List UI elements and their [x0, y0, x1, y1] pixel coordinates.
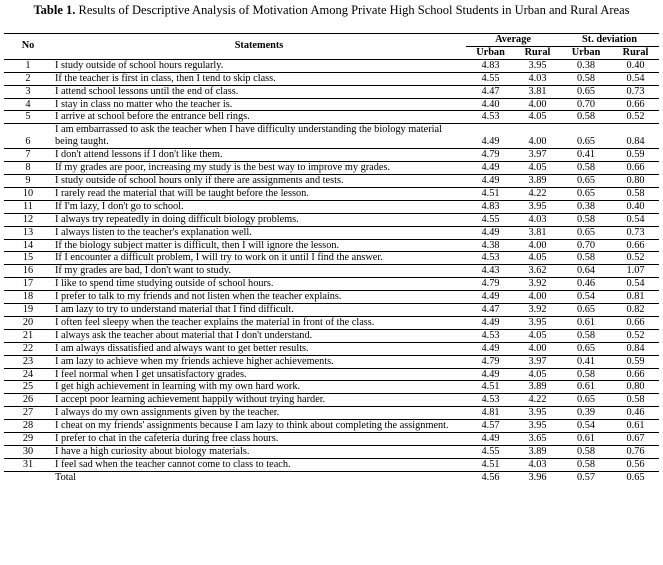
table-row — [4, 162, 659, 175]
row-statement: I study outside of school hours only if there are assignments and tests. — [52, 174, 466, 187]
row-statement: I always do my own assignments given by the teacher. — [52, 407, 466, 420]
table-row — [4, 124, 659, 149]
row-statement: I accept poor learning achievement happily without trying harder. — [52, 394, 466, 407]
table-row — [4, 342, 659, 355]
row-statement: If my grades are bad, I don't want to study. — [52, 265, 466, 278]
row-statement: I prefer to talk to my friends and not listen when the teacher explains. — [52, 291, 466, 304]
row-sd-urban: 0.61 — [560, 316, 612, 329]
table-row — [4, 316, 659, 329]
row-avg-rural: 4.05 — [515, 368, 560, 381]
row-sd-urban: 0.65 — [560, 304, 612, 317]
row-avg-rural: 4.03 — [515, 213, 560, 226]
row-sd-urban: 0.61 — [560, 433, 612, 446]
row-sd-urban: 0.58 — [560, 458, 612, 471]
row-sd-urban: 0.65 — [560, 187, 612, 200]
table-row — [4, 394, 659, 407]
row-avg-rural: 3.81 — [515, 226, 560, 239]
table-row — [4, 304, 659, 317]
row-avg-urban: 4.53 — [466, 252, 515, 265]
row-avg-rural: 3.89 — [515, 446, 560, 459]
row-sd-rural: 0.66 — [612, 98, 659, 111]
row-number: 31 — [4, 458, 52, 471]
header-statements: Statements — [52, 34, 466, 60]
row-sd-rural: 0.58 — [612, 394, 659, 407]
row-sd-rural: 0.81 — [612, 291, 659, 304]
table-caption — [0, 0, 663, 33]
row-avg-urban: 4.55 — [466, 72, 515, 85]
row-number: 3 — [4, 85, 52, 98]
header-avg-rural: Rural — [515, 46, 560, 59]
table-row — [4, 446, 659, 459]
header-st-deviation: St. deviation — [560, 34, 659, 47]
row-number: 15 — [4, 252, 52, 265]
row-number: 30 — [4, 446, 52, 459]
row-avg-rural: 4.03 — [515, 458, 560, 471]
row-avg-rural: 4.00 — [515, 98, 560, 111]
row-avg-rural: 3.81 — [515, 85, 560, 98]
row-sd-urban: 0.70 — [560, 98, 612, 111]
row-avg-urban: 4.55 — [466, 213, 515, 226]
row-avg-urban: 4.49 — [466, 162, 515, 175]
row-number: 11 — [4, 200, 52, 213]
table-row — [4, 291, 659, 304]
table-row — [4, 368, 659, 381]
row-avg-rural: 3.65 — [515, 433, 560, 446]
table-label: Table 1. — [33, 3, 76, 17]
row-avg-urban: 4.81 — [466, 407, 515, 420]
row-avg-urban: 4.79 — [466, 278, 515, 291]
row-sd-rural: 0.66 — [612, 239, 659, 252]
table-row — [4, 213, 659, 226]
row-sd-rural: 0.73 — [612, 85, 659, 98]
row-sd-rural: 0.40 — [612, 59, 659, 72]
row-number: 27 — [4, 407, 52, 420]
row-avg-rural: 4.05 — [515, 111, 560, 124]
total-avg-rural: 3.96 — [528, 471, 547, 483]
row-sd-rural: 0.76 — [612, 446, 659, 459]
row-sd-rural: 0.67 — [612, 433, 659, 446]
row-sd-rural: 0.54 — [612, 213, 659, 226]
row-number: 16 — [4, 265, 52, 278]
row-avg-rural: 3.89 — [515, 174, 560, 187]
row-avg-rural: 4.00 — [515, 124, 560, 149]
row-avg-urban: 4.53 — [466, 111, 515, 124]
table-row — [4, 381, 659, 394]
row-number: 14 — [4, 239, 52, 252]
row-sd-urban: 0.70 — [560, 239, 612, 252]
row-sd-urban: 0.65 — [560, 394, 612, 407]
results-table — [4, 33, 659, 484]
row-sd-rural: 0.80 — [612, 381, 659, 394]
row-statement: I always listen to the teacher's explanation well. — [52, 226, 466, 239]
table-row — [4, 265, 659, 278]
row-avg-rural: 4.03 — [515, 72, 560, 85]
row-statement: I rarely read the material that will be taught before the lesson. — [52, 187, 466, 200]
row-avg-urban: 4.79 — [466, 355, 515, 368]
row-avg-rural: 3.89 — [515, 381, 560, 394]
row-statement: I always try repeatedly in doing difficult biology problems. — [52, 213, 466, 226]
row-number: 18 — [4, 291, 52, 304]
row-number: 1 — [4, 59, 52, 72]
row-avg-urban: 4.49 — [466, 226, 515, 239]
table-row — [4, 329, 659, 342]
total-sd-urban: 0.57 — [577, 471, 596, 483]
row-avg-urban: 4.38 — [466, 239, 515, 252]
row-avg-urban: 4.51 — [466, 458, 515, 471]
row-number: 28 — [4, 420, 52, 433]
total-avg-urban: 4.56 — [481, 471, 500, 483]
row-avg-urban: 4.51 — [466, 381, 515, 394]
row-avg-rural: 4.00 — [515, 291, 560, 304]
row-avg-urban: 4.47 — [466, 304, 515, 317]
row-statement: If I'm lazy, I don't go to school. — [52, 200, 466, 213]
row-avg-rural: 3.97 — [515, 355, 560, 368]
row-avg-rural: 3.97 — [515, 149, 560, 162]
row-statement: I feel normal when I get unsatisfactory grades. — [52, 368, 466, 381]
row-sd-rural: 0.84 — [612, 342, 659, 355]
row-statement: I am lazy to try to understand material that I find difficult. — [52, 304, 466, 317]
row-number: 6 — [4, 124, 52, 149]
row-sd-rural: 0.82 — [612, 304, 659, 317]
row-sd-urban: 0.58 — [560, 446, 612, 459]
row-number: 13 — [4, 226, 52, 239]
row-statement: If the biology subject matter is difficult, then I will ignore the lesson. — [52, 239, 466, 252]
row-sd-urban: 0.64 — [560, 265, 612, 278]
table-row — [4, 59, 659, 72]
row-sd-urban: 0.58 — [560, 329, 612, 342]
table-row — [4, 200, 659, 213]
row-sd-urban: 0.65 — [560, 342, 612, 355]
table-row — [4, 278, 659, 291]
header-sd-urban: Urban — [560, 46, 612, 59]
row-sd-urban: 0.58 — [560, 252, 612, 265]
table-body — [4, 59, 659, 483]
row-avg-rural: 4.22 — [515, 394, 560, 407]
row-avg-urban: 4.49 — [466, 368, 515, 381]
row-avg-urban: 4.49 — [466, 316, 515, 329]
table-row — [4, 226, 659, 239]
row-avg-rural: 3.95 — [515, 200, 560, 213]
table-row — [4, 458, 659, 471]
row-sd-urban: 0.38 — [560, 59, 612, 72]
row-number: 7 — [4, 149, 52, 162]
row-avg-urban: 4.79 — [466, 149, 515, 162]
row-avg-urban: 4.49 — [466, 291, 515, 304]
table-row — [4, 433, 659, 446]
row-sd-rural: 0.61 — [612, 420, 659, 433]
row-sd-rural: 0.59 — [612, 149, 659, 162]
row-sd-urban: 0.39 — [560, 407, 612, 420]
row-number: 8 — [4, 162, 52, 175]
row-number: 24 — [4, 368, 52, 381]
row-avg-urban: 4.49 — [466, 433, 515, 446]
header-sd-rural: Rural — [612, 46, 659, 59]
row-statement: I attend school lessons until the end of class. — [52, 85, 466, 98]
row-avg-rural: 3.92 — [515, 304, 560, 317]
row-avg-urban: 4.53 — [466, 394, 515, 407]
row-statement: I am embarrassed to ask the teacher when I have difficulty understanding the biology material being taught. — [52, 124, 466, 149]
row-avg-rural: 4.05 — [515, 329, 560, 342]
total-sd-rural: 0.65 — [626, 471, 645, 483]
row-avg-urban: 4.47 — [466, 85, 515, 98]
row-sd-rural: 0.52 — [612, 111, 659, 124]
table-row — [4, 407, 659, 420]
row-sd-rural: 0.40 — [612, 200, 659, 213]
header-avg-urban: Urban — [466, 46, 515, 59]
header-average: Average — [466, 34, 560, 47]
row-number: 4 — [4, 98, 52, 111]
row-statement: I prefer to chat in the cafeteria during free class hours. — [52, 433, 466, 446]
row-number: 29 — [4, 433, 52, 446]
row-avg-urban: 4.49 — [466, 342, 515, 355]
row-statement: I am lazy to achieve when my friends achieve higher achievements. — [52, 355, 466, 368]
row-sd-urban: 0.58 — [560, 368, 612, 381]
table-row — [4, 239, 659, 252]
row-sd-rural: 0.59 — [612, 355, 659, 368]
table-row — [4, 149, 659, 162]
row-number: 5 — [4, 111, 52, 124]
row-statement: I cheat on my friends' assignments because I am lazy to think about completing the assignment. — [52, 420, 466, 433]
row-avg-urban: 4.49 — [466, 174, 515, 187]
row-number: 19 — [4, 304, 52, 317]
row-sd-urban: 0.65 — [560, 174, 612, 187]
row-sd-rural: 0.84 — [612, 124, 659, 149]
row-sd-rural: 0.80 — [612, 174, 659, 187]
row-avg-rural: 3.95 — [515, 407, 560, 420]
row-sd-rural: 1.07 — [612, 265, 659, 278]
row-sd-urban: 0.65 — [560, 124, 612, 149]
row-sd-urban: 0.46 — [560, 278, 612, 291]
table-row — [4, 72, 659, 85]
row-avg-urban: 4.40 — [466, 98, 515, 111]
row-number: 26 — [4, 394, 52, 407]
row-avg-rural: 3.95 — [515, 59, 560, 72]
table-row — [4, 252, 659, 265]
row-number: 17 — [4, 278, 52, 291]
row-sd-urban: 0.65 — [560, 85, 612, 98]
row-sd-rural: 0.66 — [612, 368, 659, 381]
row-sd-rural: 0.54 — [612, 72, 659, 85]
row-avg-rural: 4.22 — [515, 187, 560, 200]
row-avg-urban: 4.43 — [466, 265, 515, 278]
row-statement: If I encounter a difficult problem, I will try to work on it until I find the answer. — [52, 252, 466, 265]
row-avg-urban: 4.53 — [466, 329, 515, 342]
row-number: 25 — [4, 381, 52, 394]
table-row — [4, 98, 659, 111]
row-number: 23 — [4, 355, 52, 368]
row-number: 12 — [4, 213, 52, 226]
row-statement: I study outside of school hours regularly. — [52, 59, 466, 72]
row-statement: I arrive at school before the entrance bell rings. — [52, 111, 466, 124]
row-statement: If my grades are poor, increasing my study is the best way to improve my grades. — [52, 162, 466, 175]
row-sd-rural: 0.73 — [612, 226, 659, 239]
row-avg-urban: 4.83 — [466, 59, 515, 72]
row-statement: I always ask the teacher about material that I don't understand. — [52, 329, 466, 342]
row-avg-rural: 3.92 — [515, 278, 560, 291]
table-row — [4, 85, 659, 98]
row-sd-urban: 0.38 — [560, 200, 612, 213]
row-number: 9 — [4, 174, 52, 187]
row-sd-urban: 0.41 — [560, 149, 612, 162]
row-statement: If the teacher is first in class, then I tend to skip class. — [52, 72, 466, 85]
row-number: 22 — [4, 342, 52, 355]
row-avg-rural: 4.05 — [515, 252, 560, 265]
row-sd-rural: 0.46 — [612, 407, 659, 420]
total-row — [4, 471, 659, 483]
total-number — [4, 471, 52, 483]
table-title: Results of Descriptive Analysis of Motivation Among Private High School Students in Urban and Rural Areas — [78, 3, 630, 17]
table-row — [4, 111, 659, 124]
row-number: 20 — [4, 316, 52, 329]
row-sd-urban: 0.65 — [560, 226, 612, 239]
total-label: Total — [55, 471, 77, 483]
table-row — [4, 355, 659, 368]
row-avg-urban: 4.83 — [466, 200, 515, 213]
row-statement: I don't attend lessons if I don't like them. — [52, 149, 466, 162]
row-sd-rural: 0.52 — [612, 329, 659, 342]
row-avg-urban: 4.49 — [466, 124, 515, 149]
row-avg-urban: 4.55 — [466, 446, 515, 459]
table-row — [4, 187, 659, 200]
row-sd-urban: 0.58 — [560, 72, 612, 85]
row-statement: I get high achievement in learning with my own hard work. — [52, 381, 466, 394]
row-statement: I am always dissatisfied and always want to get better results. — [52, 342, 466, 355]
row-statement: I have a high curiosity about biology materials. — [52, 446, 466, 459]
row-avg-urban: 4.51 — [466, 187, 515, 200]
row-sd-rural: 0.54 — [612, 278, 659, 291]
row-number: 10 — [4, 187, 52, 200]
row-avg-rural: 3.62 — [515, 265, 560, 278]
row-sd-rural: 0.66 — [612, 316, 659, 329]
row-sd-urban: 0.58 — [560, 213, 612, 226]
row-avg-rural: 3.95 — [515, 316, 560, 329]
row-statement: I stay in class no matter who the teacher is. — [52, 98, 466, 111]
row-avg-urban: 4.57 — [466, 420, 515, 433]
row-avg-rural: 4.00 — [515, 239, 560, 252]
row-avg-rural: 4.00 — [515, 342, 560, 355]
row-statement: I like to spend time studying outside of school hours. — [52, 278, 466, 291]
row-avg-rural: 3.95 — [515, 420, 560, 433]
row-sd-rural: 0.66 — [612, 162, 659, 175]
row-sd-urban: 0.54 — [560, 420, 612, 433]
row-sd-urban: 0.41 — [560, 355, 612, 368]
row-sd-urban: 0.61 — [560, 381, 612, 394]
row-statement: I often feel sleepy when the teacher explains the material in front of the class. — [52, 316, 466, 329]
row-sd-rural: 0.56 — [612, 458, 659, 471]
row-sd-rural: 0.58 — [612, 187, 659, 200]
row-sd-urban: 0.58 — [560, 111, 612, 124]
row-number: 21 — [4, 329, 52, 342]
table-row — [4, 174, 659, 187]
row-avg-rural: 4.05 — [515, 162, 560, 175]
row-sd-rural: 0.52 — [612, 252, 659, 265]
row-statement: I feel sad when the teacher cannot come to class to teach. — [52, 458, 466, 471]
table-row — [4, 420, 659, 433]
header-no: No — [4, 34, 52, 60]
row-sd-urban: 0.54 — [560, 291, 612, 304]
row-sd-urban: 0.58 — [560, 162, 612, 175]
row-number: 2 — [4, 72, 52, 85]
